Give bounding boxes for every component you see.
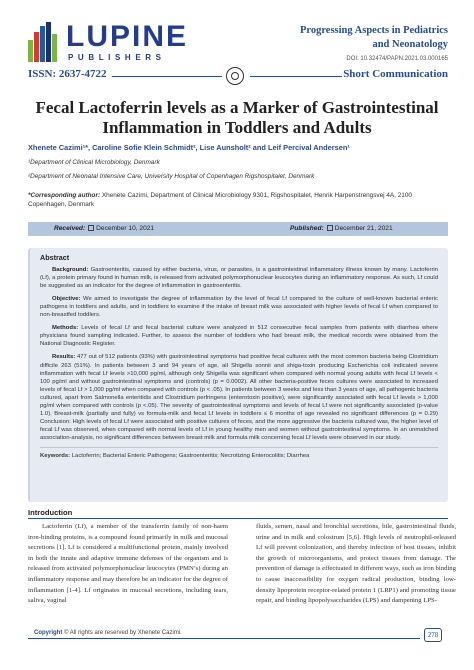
doi-link[interactable]: DOI: 10.32474/PAPN.2021.03.000165 (346, 56, 448, 62)
objective-label: Objective: (52, 296, 81, 303)
open-access-icon (226, 67, 244, 85)
introduction-heading: Introduction (28, 508, 73, 517)
calendar-icon (88, 225, 94, 231)
corresponding-author-text: Xhenete Cazimi, Department of Clinical Microbiology 9301, Rigshospitalet, Henrik Harpenstrengsvej 4A, 2100 Copenhagen, Denmark (28, 192, 412, 208)
abstract-keywords (40, 447, 438, 460)
published-date (290, 225, 393, 232)
copyright-text: © All rights are reserved by Xhenete Cazimi. (62, 630, 182, 636)
divider (250, 76, 342, 77)
page-footer (0, 626, 474, 648)
article-title: Fecal Lactoferrin levels as a Marker of Gastrointestinal Inflammation in Toddlers and Adults (35, 98, 439, 137)
page-number: 278 (424, 628, 442, 642)
calendar-icon (327, 225, 333, 231)
journal-header (0, 0, 474, 92)
keywords-label: Keywords: (40, 452, 71, 459)
journal-name[interactable] (300, 24, 448, 52)
divider (28, 518, 448, 519)
received-label: Received: (54, 225, 86, 232)
keywords-text: Lactoferrin; Bacterial Enteric Pathogens; Gastroenteritis; Necrotizing Enterocolitis; Diarrhea (70, 452, 310, 459)
abstract-objective (40, 295, 438, 319)
results-label: Results: (52, 354, 76, 361)
introduction-column-left: Lactoferrin (Lf), a member of the transferrin family of non-haem iron-binding proteins, is a compound found primarily in milk and mucosal secretions [1]. Lf is considered a multifunctional protein, mainly involved in both the innate and adaptive immune defenses of the organism and is released from activated polymorphonuclear leucocytes (PMN’s) during an inflammatory response and may therefore be an indicator for the degree of inflammation [1-4]. Lf originates in mucosal secretions, including tears, saliva, vaginal (28, 523, 228, 605)
journal-name-line1: Progressing Aspects in Pediatrics (299, 25, 448, 36)
logo-bars-icon (28, 22, 62, 62)
divider (112, 76, 222, 77)
abstract-results (40, 353, 438, 442)
affiliation-1: ¹Department of Clinical Microbiology, Denmark (28, 159, 160, 166)
abstract-methods (40, 324, 438, 348)
logo-wordmark: LUPINE (66, 20, 189, 53)
methods-text: Levels of fecal Lf and fecal bacterial culture were analyzed in 512 consecutive fecal samples from patients with diarrhea where physicians found sampling indicated. Further, to assess the number of toddlers who had breast milk, the medical records were obtained from the National Diagnostic Register. (40, 325, 438, 348)
published-value: December 21, 2021 (334, 225, 393, 232)
divider (28, 638, 420, 639)
methods-label: Methods: (52, 325, 79, 332)
author-list: Xhenete Cazimi¹*, Caroline Sofie Klein Schmidt², Lise Aunsholt² and Leif Percival Andersen¹ (28, 143, 350, 152)
corresponding-author (28, 191, 448, 209)
issn: ISSN: 2637-4722 (28, 68, 107, 80)
results-text: 477 out of 512 patients (93%) with gastrointestinal symptoms had positive fecal cultures with the most common bacteria being Clostridium difficile 263 (51%). In patients between 3 and 94 years of age, all Shigella sonnii and shiga-toxin producing Escherichia coli indicated severe inflammation with fecal Lf levels >10,000 pg/ml, although only Shigella was significant when compared with normal young adults with fecal Lf levels < 100 pg/ml and without gastrointestinal symptoms and (controls) (p = 0.0002). All other bacteria-positive feces cultures were associated to increased levels of fecal Lf > 1,000 pg/ml when compared with controls (p < .05). In patients between 3 weeks and less than 3 years of age, all pathogenic bacteria cultured, apart from Salmonella enteritidis and Clostridium perfringens (enterotoxin positive), were significantly associated with fecal Lf levels > 1,000 pg/ml when compared with controls (p <.05). The severity of gastrointestinal symptoms and levels of fecal Lf were not significantly associated (p-value 1.0). Breast-milk (partially and fully) vs formula-milk and fecal Lf levels in toddlers ≤ 6 months of age revealed no significant differences (p = 0.29) Conclusion: High levels of fecal Lf were associated with positive cultures of feces, and the more aggressive the bacteria cultured was, the higher level of fecal Lf was observed, when compared with normal levels of Lf in young healthy men and women without gastrointestinal symptoms. In an unmatched association-analysis, no significant differences between breast milk and formula milk concerning fecal Lf levels were observed in our study. (40, 354, 438, 441)
published-label: Published: (290, 225, 324, 232)
background-label: Background: (52, 267, 89, 274)
publisher-logo[interactable] (28, 22, 188, 66)
logo-subtitle: PUBLISHERS (68, 53, 166, 62)
abstract-heading: Abstract (40, 253, 70, 262)
copyright (34, 630, 182, 636)
abstract-background (40, 266, 438, 290)
journal-name-line2: and Neonatology (372, 39, 448, 50)
objective-text: We aimed to investigate the degree of inflammation by the level of fecal Lf compared to the culture of well-known bacterial enteric pathogens in toddlers and adults, and in toddlers to examine if the intake of breast milk was associated with higher levels of fecal Lf when compared to non-breastfed toddlers. (40, 296, 438, 319)
affiliation-2: ²Department of Neonatal Intensive Care, University Hospital of Copenhagen Rigshospitalet, Denmark (28, 173, 315, 180)
article-type: Short Communication (343, 68, 448, 80)
copyright-label: Copyright (34, 630, 63, 636)
abstract-box (28, 248, 448, 502)
corresponding-author-label: *Corresponding author: (28, 192, 101, 199)
dates-bar (28, 222, 448, 236)
issn-bar (0, 66, 474, 86)
introduction-column-right: fluids, semen, nasal and bronchial secretions, bile, gastrointestinal fluids, urine and in milk and colostrum [5,6]. High levels of neutrophil-released Lf will prevent colonization, and thereby infection of host tissues, inhibit the growth of microorganisms, and protect tissues from damage. The prevention of damage is effectuated in different ways, such as iron binding to cause inaccessibility for oxygen radical production, binding low-density lipoprotein receptor-related protein 1 (LRP1) and promoting tissue repair, and binding lipopolysaccharides (LPS) and dampening LPS- (256, 523, 456, 605)
received-value: December 10, 2021 (96, 225, 155, 232)
received-date (54, 225, 154, 232)
background-text: Gastroenteritis, caused by either bacteria, virus, or parasites, is a gastrointestinal inflammatory illness known by many. Lactoferrin (Lf), a protein primary found in human milk, is released from activated polymorphonuclear leucocytes during an inflammatory response. As such, Lf could be suggested as an indicator for the degree of inflammation in gastroenteritis. (40, 267, 438, 290)
